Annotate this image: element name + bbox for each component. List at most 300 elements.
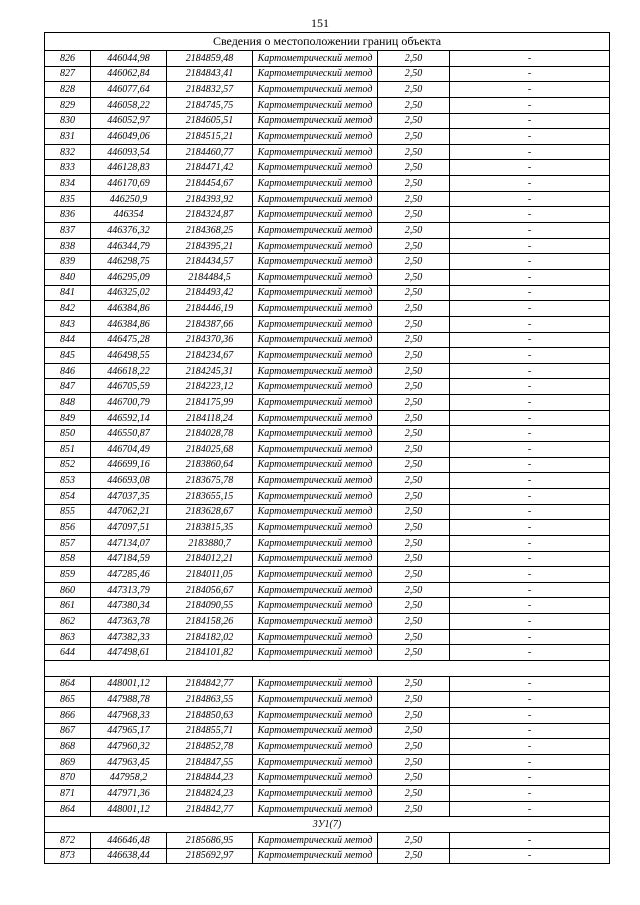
y-coordinate-cell: 2184847,55	[167, 754, 253, 770]
point-number-cell: 842	[45, 301, 91, 317]
description-cell: -	[450, 707, 610, 723]
x-coordinate-cell: 447313,79	[91, 582, 167, 598]
point-number-cell: 830	[45, 113, 91, 129]
description-cell: -	[450, 129, 610, 145]
y-coordinate-cell: 2184434,57	[167, 254, 253, 270]
accuracy-cell: 2,50	[378, 676, 450, 692]
table-row	[45, 238, 610, 254]
table-row	[45, 269, 610, 285]
x-coordinate-cell: 447960,32	[91, 739, 167, 755]
point-number-cell: 864	[45, 801, 91, 817]
table-row	[45, 426, 610, 442]
y-coordinate-cell: 2184745,75	[167, 97, 253, 113]
point-number-cell: 827	[45, 66, 91, 82]
method-cell: Картометрический метод	[253, 739, 378, 755]
point-number-cell: 839	[45, 254, 91, 270]
x-coordinate-cell: 446170,69	[91, 176, 167, 192]
table-title: Сведения о местоположении границ объекта	[45, 33, 610, 51]
description-cell: -	[450, 254, 610, 270]
x-coordinate-cell: 447285,46	[91, 567, 167, 583]
description-cell: -	[450, 66, 610, 82]
point-number-cell: 859	[45, 567, 91, 583]
description-cell: -	[450, 739, 610, 755]
method-cell: Картометрический метод	[253, 269, 378, 285]
x-coordinate-cell: 446128,83	[91, 160, 167, 176]
method-cell: Картометрический метод	[253, 833, 378, 849]
y-coordinate-cell: 2183880,7	[167, 535, 253, 551]
description-cell: -	[450, 786, 610, 802]
y-coordinate-cell: 2184056,67	[167, 582, 253, 598]
accuracy-cell: 2,50	[378, 254, 450, 270]
method-cell: Картометрический метод	[253, 238, 378, 254]
accuracy-cell: 2,50	[378, 395, 450, 411]
accuracy-cell: 2,50	[378, 426, 450, 442]
table-row	[45, 770, 610, 786]
y-coordinate-cell: 2184158,26	[167, 614, 253, 630]
point-number-cell: 847	[45, 379, 91, 395]
x-coordinate-cell: 446062,84	[91, 66, 167, 82]
accuracy-cell: 2,50	[378, 801, 450, 817]
table-row	[45, 301, 610, 317]
y-coordinate-cell: 2184118,24	[167, 410, 253, 426]
point-number-cell: 835	[45, 191, 91, 207]
y-coordinate-cell: 2184025,68	[167, 442, 253, 458]
point-number-cell: 853	[45, 473, 91, 489]
accuracy-cell: 2,50	[378, 582, 450, 598]
x-coordinate-cell: 447363,78	[91, 614, 167, 630]
point-number-cell: 834	[45, 176, 91, 192]
description-cell: -	[450, 504, 610, 520]
method-cell: Картометрический метод	[253, 801, 378, 817]
y-coordinate-cell: 2184484,5	[167, 269, 253, 285]
point-number-cell: 864	[45, 676, 91, 692]
description-cell: -	[450, 598, 610, 614]
description-cell: -	[450, 176, 610, 192]
y-coordinate-cell: 2184395,21	[167, 238, 253, 254]
table-row	[45, 551, 610, 567]
point-number-cell: 848	[45, 395, 91, 411]
table-row	[45, 442, 610, 458]
accuracy-cell: 2,50	[378, 363, 450, 379]
table-row	[45, 567, 610, 583]
y-coordinate-cell: 2184605,51	[167, 113, 253, 129]
y-coordinate-cell: 2184842,77	[167, 801, 253, 817]
point-number-cell: 873	[45, 848, 91, 864]
description-cell: -	[450, 535, 610, 551]
x-coordinate-cell: 446295,09	[91, 269, 167, 285]
x-coordinate-cell: 448001,12	[91, 676, 167, 692]
table-row	[45, 254, 610, 270]
y-coordinate-cell: 2184028,78	[167, 426, 253, 442]
point-number-cell: 868	[45, 739, 91, 755]
table-row	[45, 285, 610, 301]
description-cell: -	[450, 551, 610, 567]
method-cell: Картометрический метод	[253, 535, 378, 551]
method-cell: Картометрический метод	[253, 332, 378, 348]
description-cell: -	[450, 676, 610, 692]
method-cell: Картометрический метод	[253, 395, 378, 411]
table-row	[45, 144, 610, 160]
y-coordinate-cell: 2184175,99	[167, 395, 253, 411]
point-number-cell: 843	[45, 316, 91, 332]
table-title-row	[45, 33, 610, 51]
description-cell: -	[450, 801, 610, 817]
y-coordinate-cell: 2184393,92	[167, 191, 253, 207]
x-coordinate-cell: 446354	[91, 207, 167, 223]
description-cell: -	[450, 97, 610, 113]
accuracy-cell: 2,50	[378, 567, 450, 583]
accuracy-cell: 2,50	[378, 332, 450, 348]
point-number-cell: 860	[45, 582, 91, 598]
x-coordinate-cell: 446638,44	[91, 848, 167, 864]
description-cell: -	[450, 160, 610, 176]
method-cell: Картометрический метод	[253, 363, 378, 379]
description-cell: -	[450, 82, 610, 98]
y-coordinate-cell: 2184863,55	[167, 692, 253, 708]
method-cell: Картометрический метод	[253, 254, 378, 270]
x-coordinate-cell: 447965,17	[91, 723, 167, 739]
accuracy-cell: 2,50	[378, 739, 450, 755]
y-coordinate-cell: 2184090,55	[167, 598, 253, 614]
table-row	[45, 488, 610, 504]
accuracy-cell: 2,50	[378, 598, 450, 614]
x-coordinate-cell: 446384,86	[91, 301, 167, 317]
method-cell: Картометрический метод	[253, 97, 378, 113]
point-number-cell: 831	[45, 129, 91, 145]
point-number-cell: 856	[45, 520, 91, 536]
method-cell: Картометрический метод	[253, 457, 378, 473]
y-coordinate-cell: 2184859,48	[167, 51, 253, 67]
method-cell: Картометрический метод	[253, 723, 378, 739]
point-number-cell: 826	[45, 51, 91, 67]
x-coordinate-cell: 447963,45	[91, 754, 167, 770]
x-coordinate-cell: 446550,87	[91, 426, 167, 442]
method-cell: Картометрический метод	[253, 176, 378, 192]
accuracy-cell: 2,50	[378, 754, 450, 770]
x-coordinate-cell: 447968,33	[91, 707, 167, 723]
point-number-cell: 850	[45, 426, 91, 442]
method-cell: Картометрический метод	[253, 426, 378, 442]
method-cell: Картометрический метод	[253, 316, 378, 332]
table-row	[45, 223, 610, 239]
method-cell: Картометрический метод	[253, 191, 378, 207]
description-cell: -	[450, 645, 610, 661]
point-number-cell: 857	[45, 535, 91, 551]
accuracy-cell: 2,50	[378, 269, 450, 285]
method-cell: Картометрический метод	[253, 160, 378, 176]
method-cell: Картометрический метод	[253, 676, 378, 692]
description-cell: -	[450, 51, 610, 67]
description-cell: -	[450, 379, 610, 395]
method-cell: Картометрический метод	[253, 410, 378, 426]
accuracy-cell: 2,50	[378, 348, 450, 364]
y-coordinate-cell: 2184460,77	[167, 144, 253, 160]
accuracy-cell: 2,50	[378, 51, 450, 67]
table-row	[45, 395, 610, 411]
accuracy-cell: 2,50	[378, 66, 450, 82]
x-coordinate-cell: 446705,59	[91, 379, 167, 395]
y-coordinate-cell: 2183860,64	[167, 457, 253, 473]
description-cell: -	[450, 144, 610, 160]
y-coordinate-cell: 2184515,21	[167, 129, 253, 145]
y-coordinate-cell: 2184370,36	[167, 332, 253, 348]
blank-separator-cell	[45, 660, 610, 676]
description-cell: -	[450, 567, 610, 583]
point-number-cell: 836	[45, 207, 91, 223]
accuracy-cell: 2,50	[378, 645, 450, 661]
x-coordinate-cell: 446700,79	[91, 395, 167, 411]
table-row	[45, 535, 610, 551]
table-row	[45, 629, 610, 645]
description-cell: -	[450, 223, 610, 239]
method-cell: Картометрический метод	[253, 223, 378, 239]
table-row	[45, 692, 610, 708]
x-coordinate-cell: 447382,33	[91, 629, 167, 645]
point-number-cell: 832	[45, 144, 91, 160]
accuracy-cell: 2,50	[378, 285, 450, 301]
point-number-cell: 865	[45, 692, 91, 708]
method-cell: Картометрический метод	[253, 629, 378, 645]
point-number-cell: 837	[45, 223, 91, 239]
description-cell: -	[450, 191, 610, 207]
table-row	[45, 191, 610, 207]
description-cell: -	[450, 520, 610, 536]
x-coordinate-cell: 447134,07	[91, 535, 167, 551]
x-coordinate-cell: 447958,2	[91, 770, 167, 786]
accuracy-cell: 2,50	[378, 504, 450, 520]
description-cell: -	[450, 207, 610, 223]
description-cell: -	[450, 316, 610, 332]
description-cell: -	[450, 692, 610, 708]
x-coordinate-cell: 446646,48	[91, 833, 167, 849]
y-coordinate-cell: 2184324,87	[167, 207, 253, 223]
point-number-cell: 838	[45, 238, 91, 254]
method-cell: Картометрический метод	[253, 551, 378, 567]
accuracy-cell: 2,50	[378, 301, 450, 317]
y-coordinate-cell: 2184387,66	[167, 316, 253, 332]
accuracy-cell: 2,50	[378, 723, 450, 739]
x-coordinate-cell: 446592,14	[91, 410, 167, 426]
point-number-cell: 855	[45, 504, 91, 520]
y-coordinate-cell: 2184471,42	[167, 160, 253, 176]
accuracy-cell: 2,50	[378, 97, 450, 113]
accuracy-cell: 2,50	[378, 786, 450, 802]
description-cell: -	[450, 833, 610, 849]
method-cell: Картометрический метод	[253, 207, 378, 223]
description-cell: -	[450, 848, 610, 864]
x-coordinate-cell: 447498,61	[91, 645, 167, 661]
method-cell: Картометрический метод	[253, 442, 378, 458]
point-number-cell: 833	[45, 160, 91, 176]
accuracy-cell: 2,50	[378, 316, 450, 332]
table-row	[45, 51, 610, 67]
accuracy-cell: 2,50	[378, 692, 450, 708]
table-row	[45, 410, 610, 426]
y-coordinate-cell: 2183815,35	[167, 520, 253, 536]
description-cell: -	[450, 238, 610, 254]
table-row	[45, 614, 610, 630]
point-number-cell: 869	[45, 754, 91, 770]
method-cell: Картометрический метод	[253, 301, 378, 317]
x-coordinate-cell: 447097,51	[91, 520, 167, 536]
x-coordinate-cell: 446250,9	[91, 191, 167, 207]
point-number-cell: 644	[45, 645, 91, 661]
description-cell: -	[450, 348, 610, 364]
description-cell: -	[450, 582, 610, 598]
description-cell: -	[450, 473, 610, 489]
section-label-row	[45, 817, 610, 833]
table-row	[45, 801, 610, 817]
x-coordinate-cell: 446475,28	[91, 332, 167, 348]
description-cell: -	[450, 301, 610, 317]
blank-separator-row	[45, 660, 610, 676]
x-coordinate-cell: 446344,79	[91, 238, 167, 254]
accuracy-cell: 2,50	[378, 707, 450, 723]
accuracy-cell: 2,50	[378, 535, 450, 551]
x-coordinate-cell: 446058,22	[91, 97, 167, 113]
x-coordinate-cell: 446093,54	[91, 144, 167, 160]
x-coordinate-cell: 446298,75	[91, 254, 167, 270]
point-number-cell: 858	[45, 551, 91, 567]
method-cell: Картометрический метод	[253, 786, 378, 802]
point-number-cell: 863	[45, 629, 91, 645]
point-number-cell: 851	[45, 442, 91, 458]
y-coordinate-cell: 2184842,77	[167, 676, 253, 692]
table-row	[45, 379, 610, 395]
y-coordinate-cell: 2184493,42	[167, 285, 253, 301]
point-number-cell: 845	[45, 348, 91, 364]
y-coordinate-cell: 2184101,82	[167, 645, 253, 661]
accuracy-cell: 2,50	[378, 614, 450, 630]
table-row	[45, 598, 610, 614]
y-coordinate-cell: 2184832,57	[167, 82, 253, 98]
x-coordinate-cell: 446044,98	[91, 51, 167, 67]
y-coordinate-cell: 2183675,78	[167, 473, 253, 489]
accuracy-cell: 2,50	[378, 848, 450, 864]
table-row	[45, 645, 610, 661]
table-row	[45, 676, 610, 692]
table-row	[45, 848, 610, 864]
accuracy-cell: 2,50	[378, 833, 450, 849]
x-coordinate-cell: 446052,97	[91, 113, 167, 129]
table-row	[45, 520, 610, 536]
method-cell: Картометрический метод	[253, 598, 378, 614]
y-coordinate-cell: 2183628,67	[167, 504, 253, 520]
method-cell: Картометрический метод	[253, 614, 378, 630]
y-coordinate-cell: 2184011,05	[167, 567, 253, 583]
accuracy-cell: 2,50	[378, 457, 450, 473]
x-coordinate-cell: 447037,35	[91, 488, 167, 504]
table-row	[45, 113, 610, 129]
y-coordinate-cell: 2184446,19	[167, 301, 253, 317]
accuracy-cell: 2,50	[378, 176, 450, 192]
method-cell: Картометрический метод	[253, 645, 378, 661]
y-coordinate-cell: 2184850,63	[167, 707, 253, 723]
table-row	[45, 739, 610, 755]
table-row	[45, 316, 610, 332]
x-coordinate-cell: 447062,21	[91, 504, 167, 520]
x-coordinate-cell: 447380,34	[91, 598, 167, 614]
accuracy-cell: 2,50	[378, 770, 450, 786]
table-row	[45, 332, 610, 348]
method-cell: Картометрический метод	[253, 707, 378, 723]
x-coordinate-cell: 446498,55	[91, 348, 167, 364]
point-number-cell: 852	[45, 457, 91, 473]
description-cell: -	[450, 629, 610, 645]
y-coordinate-cell: 2184843,41	[167, 66, 253, 82]
method-cell: Картометрический метод	[253, 473, 378, 489]
table-row	[45, 707, 610, 723]
point-number-cell: 844	[45, 332, 91, 348]
boundary-coordinates-table	[44, 32, 610, 864]
table-row	[45, 97, 610, 113]
point-number-cell: 840	[45, 269, 91, 285]
method-cell: Картометрический метод	[253, 51, 378, 67]
y-coordinate-cell: 2185686,95	[167, 833, 253, 849]
x-coordinate-cell: 447971,36	[91, 786, 167, 802]
table-row	[45, 457, 610, 473]
method-cell: Картометрический метод	[253, 488, 378, 504]
method-cell: Картометрический метод	[253, 129, 378, 145]
table-row	[45, 207, 610, 223]
table-row	[45, 504, 610, 520]
y-coordinate-cell: 2184852,78	[167, 739, 253, 755]
x-coordinate-cell: 446077,64	[91, 82, 167, 98]
description-cell: -	[450, 410, 610, 426]
method-cell: Картометрический метод	[253, 754, 378, 770]
method-cell: Картометрический метод	[253, 348, 378, 364]
x-coordinate-cell: 446049,06	[91, 129, 167, 145]
method-cell: Картометрический метод	[253, 285, 378, 301]
point-number-cell: 846	[45, 363, 91, 379]
accuracy-cell: 2,50	[378, 551, 450, 567]
method-cell: Картометрический метод	[253, 113, 378, 129]
accuracy-cell: 2,50	[378, 473, 450, 489]
description-cell: -	[450, 723, 610, 739]
method-cell: Картометрический метод	[253, 66, 378, 82]
point-number-cell: 829	[45, 97, 91, 113]
x-coordinate-cell: 447988,78	[91, 692, 167, 708]
description-cell: -	[450, 488, 610, 504]
table-row	[45, 473, 610, 489]
table-row	[45, 786, 610, 802]
x-coordinate-cell: 446704,49	[91, 442, 167, 458]
method-cell: Картометрический метод	[253, 692, 378, 708]
table-row	[45, 348, 610, 364]
x-coordinate-cell: 446384,86	[91, 316, 167, 332]
accuracy-cell: 2,50	[378, 238, 450, 254]
table-row	[45, 363, 610, 379]
accuracy-cell: 2,50	[378, 144, 450, 160]
description-cell: -	[450, 113, 610, 129]
point-number-cell: 841	[45, 285, 91, 301]
accuracy-cell: 2,50	[378, 113, 450, 129]
accuracy-cell: 2,50	[378, 191, 450, 207]
description-cell: -	[450, 363, 610, 379]
y-coordinate-cell: 2184368,25	[167, 223, 253, 239]
method-cell: Картометрический метод	[253, 567, 378, 583]
x-coordinate-cell: 446699,16	[91, 457, 167, 473]
table-row	[45, 66, 610, 82]
point-number-cell: 854	[45, 488, 91, 504]
section-label: 3У1(7)	[45, 817, 610, 833]
point-number-cell: 862	[45, 614, 91, 630]
y-coordinate-cell: 2184855,71	[167, 723, 253, 739]
accuracy-cell: 2,50	[378, 82, 450, 98]
table-row	[45, 754, 610, 770]
point-number-cell: 867	[45, 723, 91, 739]
method-cell: Картометрический метод	[253, 379, 378, 395]
